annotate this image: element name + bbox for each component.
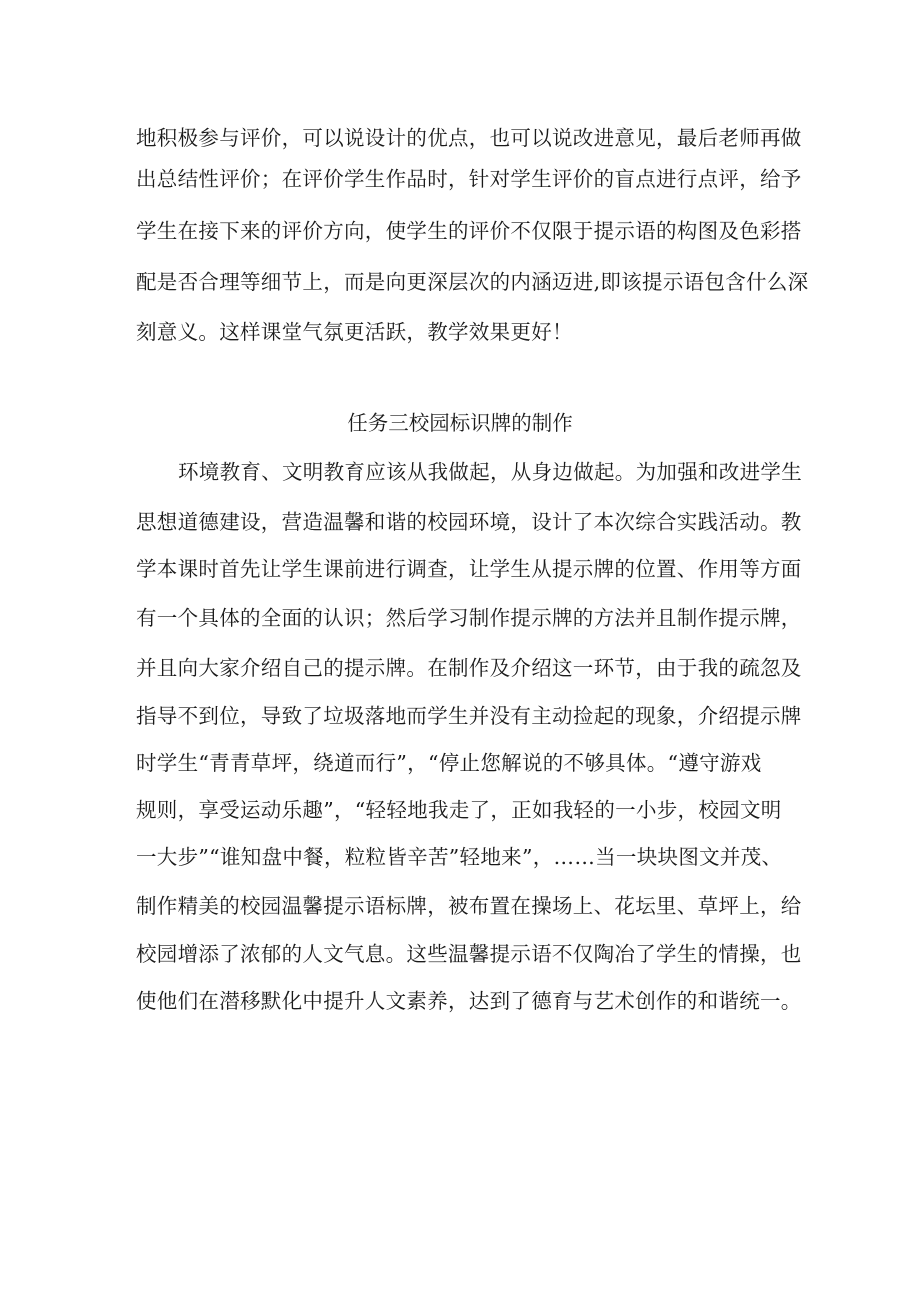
para1-line-3: 学生在接下来的评价方向，使学生的评价不仅限于提示语的构图及色彩搭 [136, 219, 802, 243]
para1-line-1: 地积极参与评价，可以说设计的优点，也可以说改进意见，最后老师再做 [136, 126, 802, 150]
para2-line-5: 并且向大家介绍自己的提示牌。在制作及介绍这一环节，由于我的疏忽及 [136, 656, 802, 680]
section-title: 任务三校园标识牌的制作 [347, 411, 573, 435]
para2-line-2: 思想道德建设，营造温馨和谐的校园环境，设计了本次综合实践活动。教 [136, 510, 802, 534]
para2-line-1: 环境教育、文明教育应该从我做起，从身边做起。为加强和改进学生 [178, 460, 802, 484]
para2-line-10: 制作精美的校园温馨提示语标牌，被布置在操场上、花坛里、草坪上，给 [136, 894, 802, 918]
para1-line-4: 配是否合理等细节上，而是向更深层次的内涵迈进,即该提示语包含什么深 [136, 270, 809, 294]
para2-line-12: 使他们在潜移默化中提升人文素养，达到了德育与艺术创作的和谐统一。 [136, 989, 802, 1013]
para2-line-6: 指导不到位，导致了垃圾落地而学生并没有主动捡起的现象，介绍提示牌 [136, 704, 802, 728]
para2-line-11: 校园增添了浓郁的人文气息。这些温馨提示语不仅陶冶了学生的情操，也 [136, 942, 802, 966]
para2-line-9: 一大步”“谁知盘中餐，粒粒皆辛苦”轻地来”，……当一块块图文并茂、 [136, 845, 783, 869]
para2-line-3: 学本课时首先让学生课前进行调查，让学生从提示牌的位置、作用等方面 [136, 557, 802, 581]
para1-line-2: 出总结性评价；在评价学生作品时，针对学生评价的盲点进行点评，给予 [136, 167, 802, 191]
para1-line-5: 刻意义。这样课堂气氛更活跃，教学效果更好！ [136, 320, 573, 344]
para2-line-8: 规则，享受运动乐趣”，“轻轻地我走了，正如我轻的一小步，校园文明 [136, 798, 782, 822]
para2-line-4: 有一个具体的全面的认识；然后学习制作提示牌的方法并且制作提示牌， [136, 606, 802, 630]
para2-line-7: 时学生“青青草坪，绕道而行”，“停止您解说的不够具体。“遵守游戏 [136, 751, 762, 775]
